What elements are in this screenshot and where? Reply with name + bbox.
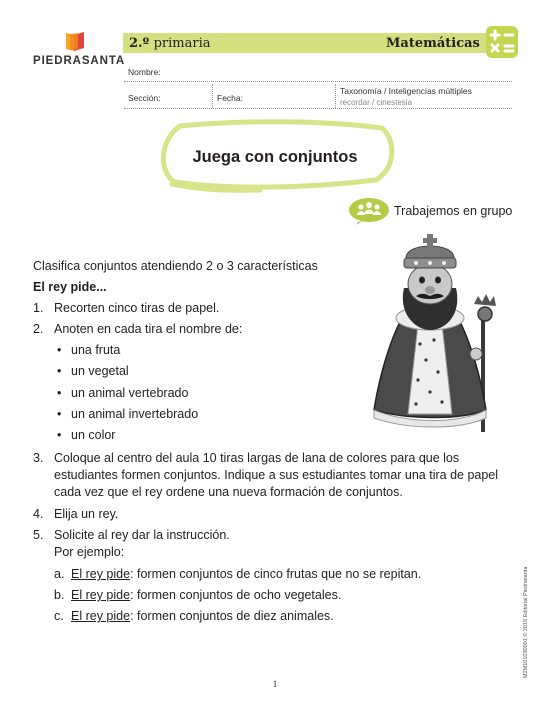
group-work-label: Trabajemos en grupo xyxy=(394,204,513,218)
example-b xyxy=(71,587,341,604)
name-line[interactable] xyxy=(124,81,512,82)
step-3-line: estudiantes formen conjuntos. Indique a sus estudiantes tomar una tira de papel xyxy=(54,468,499,482)
step-number: 4. xyxy=(33,507,44,521)
step-number: 5. xyxy=(33,528,44,542)
step-3-line: cada vez que el rey ordene una nueva formación de conjuntos. xyxy=(54,485,403,499)
example-rest: : formen conjuntos de diez animales. xyxy=(130,609,334,623)
example-letter: c. xyxy=(54,609,64,623)
taxonomy-sub: recordar / cinestesia xyxy=(340,98,413,107)
example-letter: b. xyxy=(54,588,65,602)
step-4: Elija un rey. xyxy=(54,507,119,521)
list-item: un color xyxy=(71,428,116,442)
bullet-marker: • xyxy=(57,343,62,357)
grade-number: 2.º xyxy=(129,36,150,51)
step-3-line: Coloque al centro del aula 10 tiras largas de lana de colores para que los xyxy=(54,451,460,465)
example-rest: : formen conjuntos de ocho vegetales. xyxy=(130,588,342,602)
example-rest: : formen conjuntos de cinco frutas que no se repitan. xyxy=(130,567,422,581)
subject-label: Matemáticas xyxy=(386,36,480,51)
king-illustration xyxy=(368,234,500,436)
list-item: un animal invertebrado xyxy=(71,407,199,421)
subtitle: El rey pide... xyxy=(33,280,107,294)
divider xyxy=(212,84,213,108)
date-label: Fecha: xyxy=(217,93,243,103)
step-number: 1. xyxy=(33,301,44,315)
bullet-marker: • xyxy=(57,407,62,421)
piedrasanta-logo-icon xyxy=(64,31,86,53)
example-letter: a. xyxy=(54,567,65,581)
intro-text: Clasifica conjuntos atendiendo 2 o 3 características xyxy=(33,259,318,273)
page-title: Juega con conjuntos xyxy=(192,148,358,166)
example-c xyxy=(71,608,334,625)
example-a xyxy=(71,566,421,583)
bullet-marker: • xyxy=(57,364,62,378)
taxonomy-label: Taxonomía / Inteligencias múltiples xyxy=(340,86,472,96)
list-item: una fruta xyxy=(71,343,121,357)
grade-label xyxy=(129,36,211,51)
grade-text: primaria xyxy=(153,36,211,51)
list-item: un vegetal xyxy=(71,364,129,378)
step-5: Solicite al rey dar la instrucción. xyxy=(54,528,230,542)
section-label: Sección: xyxy=(128,93,161,103)
example-lead: El rey pide xyxy=(71,588,131,602)
step-number: 2. xyxy=(33,322,44,336)
math-operations-icon xyxy=(484,24,520,60)
section-line[interactable] xyxy=(124,108,512,109)
step-number: 3. xyxy=(33,451,44,465)
divider xyxy=(335,84,336,108)
example-lead: El rey pide xyxy=(71,567,131,581)
step-5-sub: Por ejemplo: xyxy=(54,545,125,559)
step-1: Recorten cinco tiras de papel. xyxy=(54,301,220,315)
name-label: Nombre: xyxy=(128,67,161,77)
list-item: un animal vertebrado xyxy=(71,386,189,400)
brand-name: PIEDRASANTA xyxy=(33,55,126,67)
copyright-code: M2M101030001 © 2018 Editorial Piedrasanta xyxy=(523,566,529,678)
bullet-marker: • xyxy=(57,386,62,400)
page-number: 1 xyxy=(272,679,278,689)
group-work-icon xyxy=(348,197,390,225)
example-lead: El rey pide xyxy=(71,609,131,623)
bullet-marker: • xyxy=(57,428,62,442)
step-2: Anoten en cada tira el nombre de: xyxy=(54,322,243,336)
